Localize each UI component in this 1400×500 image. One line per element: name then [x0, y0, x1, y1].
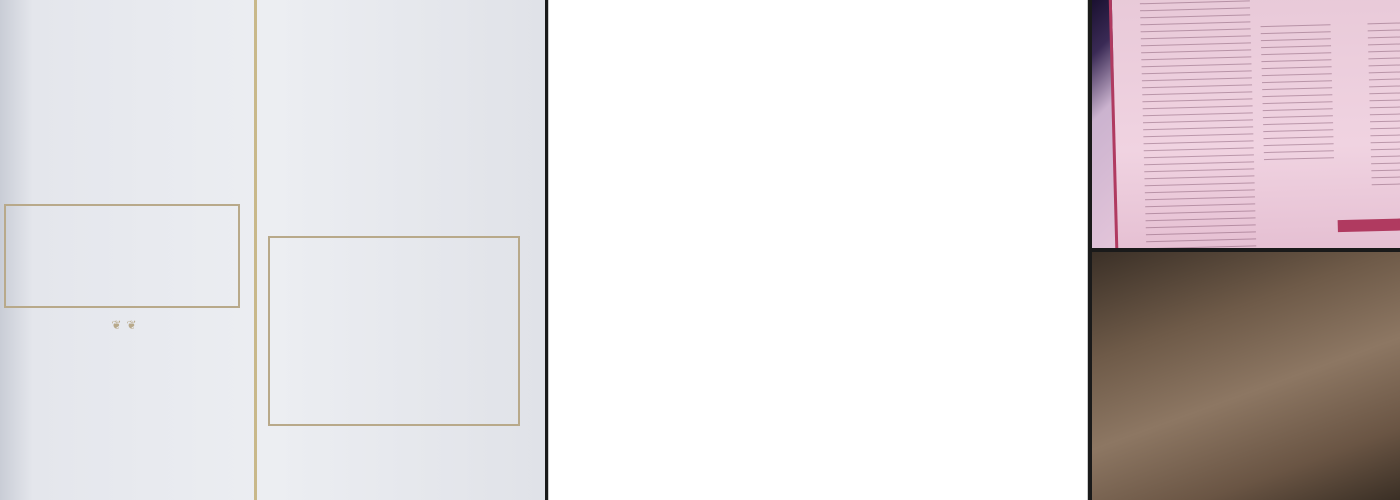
- left-menu-column-2: [272, 0, 520, 500]
- left-menu-photo: [0, 0, 545, 500]
- valentine-menu: [548, 0, 1088, 500]
- pink-menu-sheet: [1109, 0, 1400, 248]
- happy-hour-bar: [1338, 218, 1400, 232]
- menu-lines: [1140, 0, 1257, 248]
- ornament-icon: ❦: [111, 318, 122, 332]
- brown-menu-photo: [1092, 252, 1400, 500]
- pink-menu-photo: [1092, 0, 1400, 248]
- soup-salad-heading: [8, 314, 240, 334]
- column-divider: [254, 0, 257, 500]
- menu-lines: [1367, 16, 1400, 191]
- menu-lines: [1260, 18, 1334, 166]
- bruschetta-frame: [4, 204, 240, 308]
- pizza-frame: [268, 236, 520, 426]
- ornament-icon: ❦: [126, 318, 137, 332]
- left-menu-column-1: [8, 0, 240, 500]
